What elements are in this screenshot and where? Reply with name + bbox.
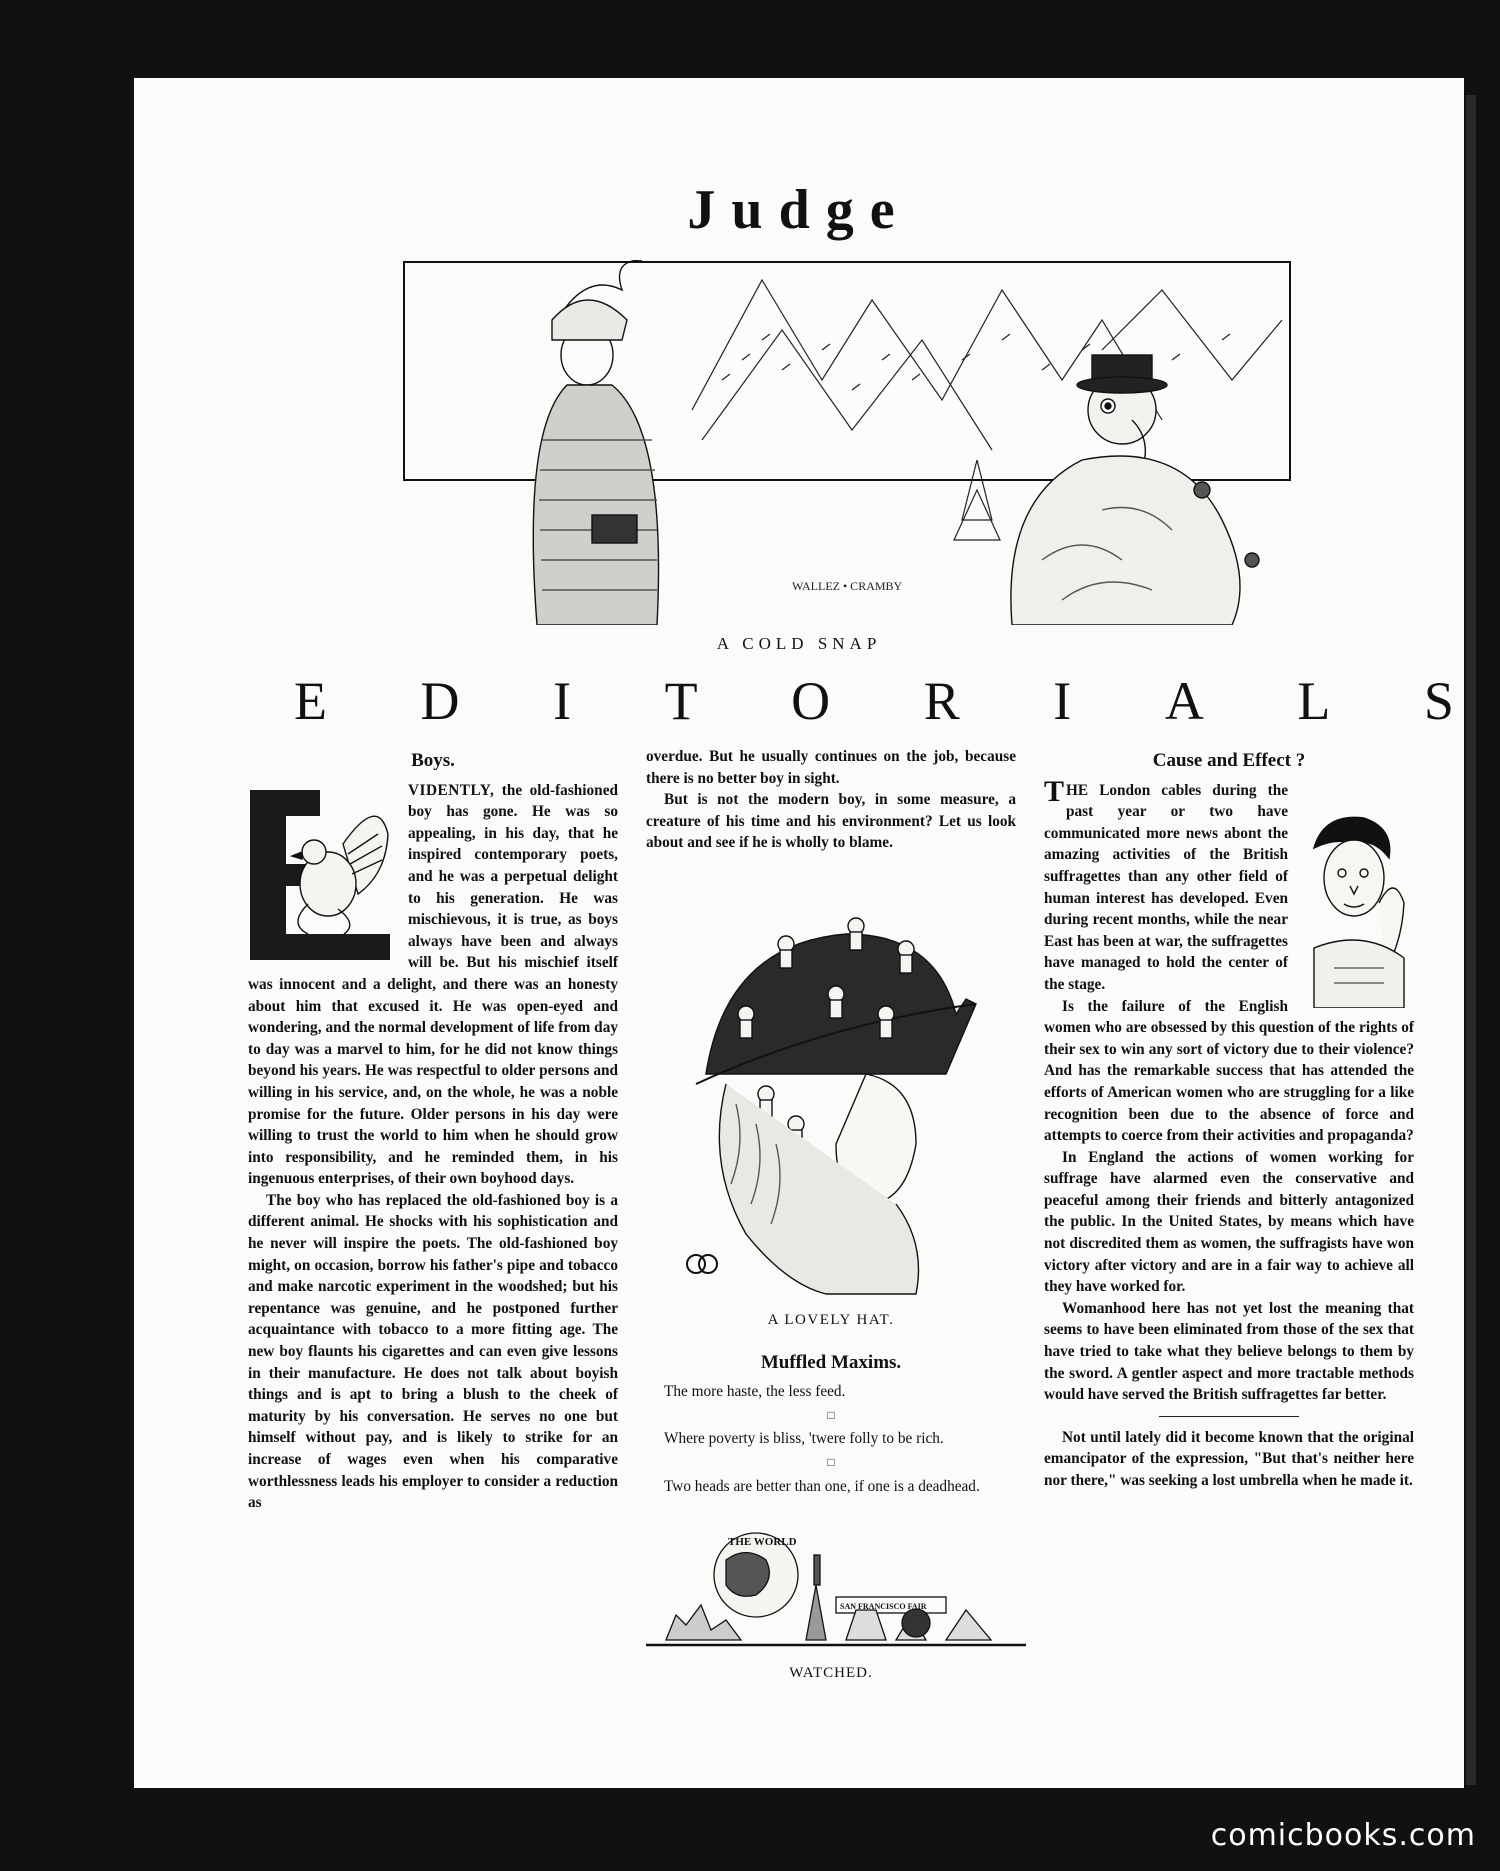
maxim-3: Two heads are better than one, if one is a deadhead. [664,1477,980,1495]
maxim-2: Where poverty is bliss, 'twere folly to be rich. [664,1430,944,1448]
title-letter: I [553,671,572,731]
magazine-page [134,78,1464,1788]
cause-paragraph-2: Is the failure of the English women who are obsessed by this question of the rights of their sex to win any sort of victory due to their violence? And has the remarkable success that has attended the efforts of American women who are struggling for a like recognition been due to the absence of force and attempts to coerce from their activities and propaganda? [1044,997,1414,1145]
title-letter: A [1164,671,1204,731]
hat-caption: A LOVELY HAT. [767,1311,895,1328]
title-letter: O [791,671,831,731]
title-letter: S [1423,671,1454,731]
boys-first-word: VIDENTLY, [408,781,495,799]
column-cause-effect [1044,750,1414,1492]
fair-sign-label: SAN FRANCISCO FAIR [840,1602,927,1612]
boys-paragraph-4: But is not the modern boy, in some measure, a creature of his time and his environment? Let us look about and see if he is wholly to blame. [646,791,1016,852]
column-middle [646,746,1016,1685]
cause-paragraph-4: Womanhood here has not yet lost the meaning that seems to have been eliminated from those of the sex that have tried to take what they believe belongs to them by the sword. A gentler aspect and more tractable methods would have served the British suffragettes far better. [1044,1299,1414,1404]
maxim-separator-icon: □ [827,1454,835,1469]
column-boys [248,750,618,1514]
boys-paragraph-2: The boy who has replaced the old-fashioned boy is a different animal. He shocks with his sophistication and he never will inspire the poets. The old-fashioned boy might, on occasion, borrow his father's pipe and tobacco and make narcotic experiment in the woodshed; but his repentance was genuine, and he postponed further acquaintance with tobacco to a more fitting age. The new boy flaunts his cigarettes and can even give lessons in their manufacture. He does not talk about boyish things and is apt to bring a blush to the cheek of maturity by his conversation. He serves no one but himself without pay, and is likely to strike for an increase of wages even when his comparative worthlessness leads his employer to consider a reduction as [248,1191,618,1512]
cold-snap-illustration [402,260,1292,625]
boys-heading: Boys. [411,750,455,771]
fair-globe-label: THE WORLD [728,1536,797,1549]
dropcap-e-eagle-icon [248,784,398,964]
cause-dropcap: T [1044,774,1065,808]
column-divider [1159,1416,1299,1417]
maxim-separator-icon: □ [827,1407,835,1422]
cause-paragraph-3: In England the actions of women working for suffrage have alarmed even the conservative and peaceful among their friends and bitterly antagonized the public. In the United States, by means which have not discredited them as women, the suffragists have won victory after victory and are in a fair way to achieve all they have worked for. [1044,1148,1414,1296]
title-letter: I [1053,671,1072,731]
title-letter: D [420,671,460,731]
umbrella-paragraph: Not until lately did it become known that the original emancipator of the expression, "But that's neither here nor there," was seeking a lost umbrella when he made it. [1044,1428,1414,1489]
boys-lead-text: the old-fashioned boy has gone. He was so appealing, in his day, that he inspired contemporary poets, and he was a perpetual delight to his generation. He was mischievous, it is true, as boys always have been and always will be. But his mischief itself was innocent and a delight, and there was an honesty about him that excused it. He was open-eyed and wondering, and the normal development of life from day to day was a marvel to him, for he did not know things beyond his years. He was respectful to older persons and willing in his service, and, on the whole, he was a noble promise for the future. Older persons in his day were willing to trust the world to him when he should grow into responsibility, and he reminded them, in his ingenuous enterprises, of their own boyhood days. [248,781,618,1188]
title-letter: E [294,671,327,731]
maxim-1: The more haste, the less feed. [664,1383,846,1401]
world-fair-illustration [646,1515,1026,1655]
maxims-heading: Muffled Maxims. [760,1351,902,1373]
cause-heading: Cause and Effect ? [1152,750,1306,771]
cause-paragraph-1-text: HE London cables during the past year or two have communicated more news abont the amazing activities of the British suffragettes than any other field of human interest has developed. Even during recent months, while the near East has been at war, the suffragettes have managed to hold the center of the stage. [1044,781,1288,993]
banner-caption: A COLD SNAP [716,634,882,653]
masthead-title: Judge [687,179,911,241]
lovely-hat-illustration [666,904,996,1304]
title-letter: L [1297,671,1331,731]
watermark: comicbooks.com [1210,1818,1476,1853]
title-letter: R [923,671,960,731]
binding-edge [1466,95,1476,1785]
pondering-man-illustration [1294,808,1414,1008]
banner-signature: WALLEZ • CRAMBY [792,579,903,593]
title-letter: T [664,671,698,731]
section-title [294,670,1454,732]
boys-paragraph-3: overdue. But he usually continues on the job, because there is no better boy in sight. [646,748,1016,787]
watched-caption: WATCHED. [789,1665,873,1682]
